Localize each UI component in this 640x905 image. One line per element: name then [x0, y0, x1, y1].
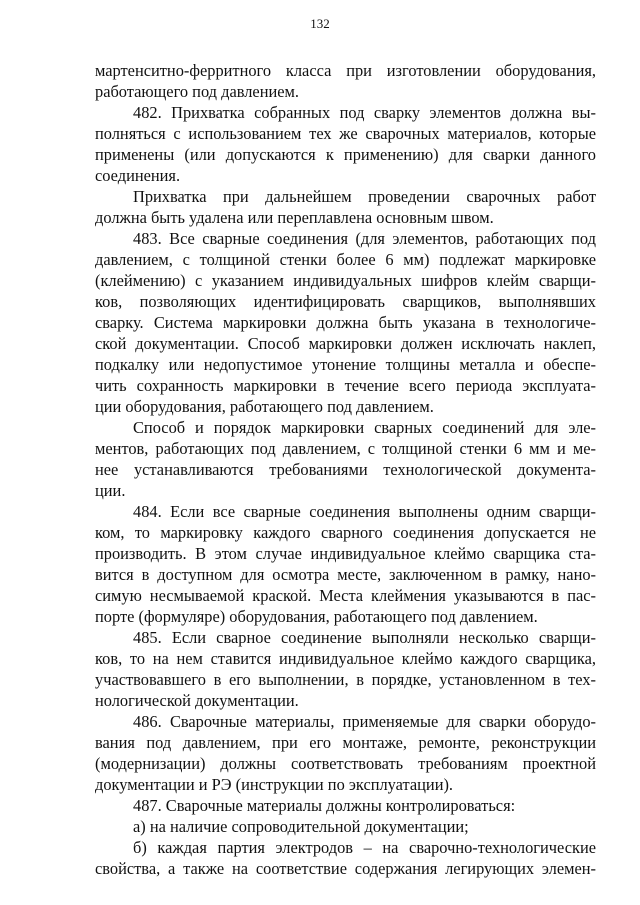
text-line: соединения. — [95, 166, 181, 185]
text-line: работающего под давлением. — [95, 82, 299, 101]
text-line: ком, то маркировку каждого сварного соединения допускается не — [95, 523, 596, 542]
text-line: Способ и порядок маркировки сварных соединений для эле- — [133, 418, 596, 437]
body-text — [95, 60, 596, 879]
text-line: участвовавшего в его выполнении, в порядке, установленном в тех- — [95, 670, 596, 689]
text-line: ции оборудования, работающего под давлением. — [95, 397, 434, 416]
text-line: должна быть удалена или переплавлена основным швом. — [95, 208, 494, 227]
text-line: документации и РЭ (инструкции по эксплуатации). — [95, 775, 454, 794]
text-line: а) на наличие сопроводительной документации; — [133, 817, 469, 836]
text-line: ментов, работающих под давлением, с толщиной стенки 6 мм и ме- — [95, 439, 596, 458]
text-line: применены (или допускаются к применению) для сварки данного — [95, 145, 596, 164]
text-line: 484. Если все сварные соединения выполнены одним сварщи- — [133, 502, 596, 521]
text-line: полняться с использованием тех же сварочных материалов, которые — [95, 124, 596, 143]
text-line: мартенситно-ферритного класса при изготовлении оборудования, — [95, 61, 596, 80]
text-line: 486. Сварочные материалы, применяемые для сварки оборудо- — [133, 712, 596, 731]
text-line: порте (формуляре) оборудования, работающего под давлением. — [95, 607, 538, 626]
text-line: нее устанавливаются требованиями технологической документа- — [95, 460, 596, 479]
text-line: (модернизации) должны соответствовать требованиям проектной — [95, 754, 596, 773]
text-line: ции. — [95, 481, 126, 500]
text-line: вится в доступном для осмотра месте, заключенном в рамку, нано- — [95, 565, 596, 584]
text-line: 487. Сварочные материалы должны контролироваться: — [133, 796, 516, 815]
text-line: ков, позволяющих идентифицировать сварщиков, выполнявших — [95, 292, 596, 311]
text-line: свойства, а также на соответствие содержания легирующих элемен- — [95, 859, 596, 878]
text-line: Прихватка при дальнейшем проведении сварочных работ — [133, 187, 596, 206]
text-line: подкалку или недопустимое утонение толщины металла и обеспе- — [95, 355, 596, 374]
text-line: симую несмываемой краской. Места клеймения указываются в пас- — [95, 586, 596, 605]
page-number: 132 — [310, 16, 330, 31]
text-line: сварку. Система маркировки должна быть указана в технологиче- — [95, 313, 596, 332]
text-line: производить. В этом случае индивидуальное клеймо сварщика ста- — [95, 544, 596, 563]
text-line: чить сохранность маркировки в течение всего периода эксплуата- — [95, 376, 596, 395]
text-line: 483. Все сварные соединения (для элементов, работающих под — [133, 229, 596, 248]
text-line: ков, то на нем ставится индивидуальное клеймо каждого сварщика, — [95, 649, 596, 668]
text-line: нологической документации. — [95, 691, 299, 710]
text-line: 485. Если сварное соединение выполняли несколько сварщи- — [133, 628, 596, 647]
text-line: (клеймению) с указанием индивидуальных шифров клейм сварщи- — [95, 271, 596, 290]
text-line: вания под давлением, при его монтаже, ремонте, реконструкции — [95, 733, 596, 752]
text-line: 482. Прихватка собранных под сварку элементов должна вы- — [133, 103, 596, 122]
text-line: давлением, с толщиной стенки более 6 мм) подлежат маркировке — [95, 250, 596, 269]
text-line: ской документации. Способ маркировки должен исключать наклеп, — [95, 334, 596, 353]
text-line: б) каждая партия электродов – на сварочно-технологические — [133, 838, 596, 857]
